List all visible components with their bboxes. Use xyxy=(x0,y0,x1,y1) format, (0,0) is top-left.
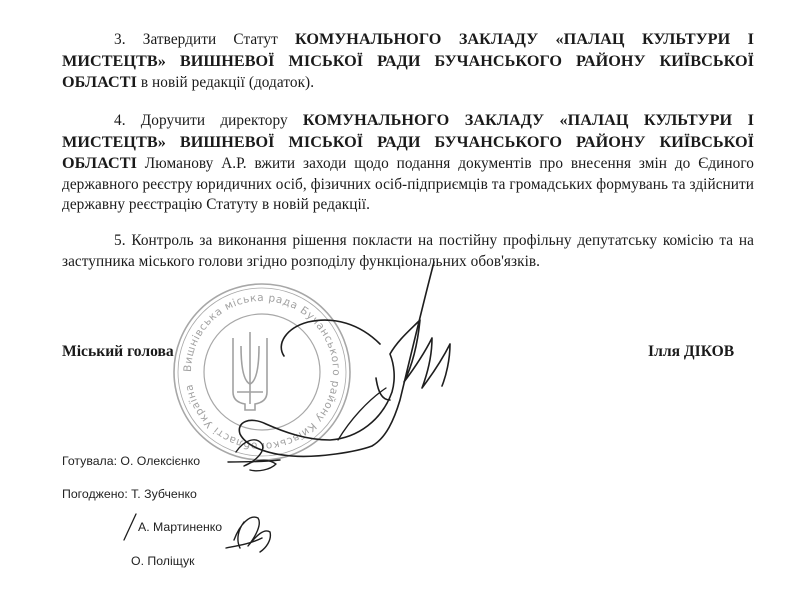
agreed-by: Погоджено: Т. Зубченко xyxy=(62,487,197,501)
paragraph-4-organization: КОМУНАЛЬНОГО ЗАКЛАДУ «ПАЛАЦ КУЛЬТУРИ І МИСТЕЦТВ» ВИШНЕВОЇ МІСЬКОЇ РАДИ БУЧАНСЬКОГО РАЙОНУ КИЇВСЬКОЇ ОБЛАСТІ xyxy=(62,111,754,172)
paragraph-5-text: 5. Контроль за виконання рішення покласти на постійну профільну депутатську комісію та на заступника міського голови згідно розподілу функціональних обов'язків. xyxy=(62,232,754,270)
paragraph-3-tail: в новій редакції (додаток). xyxy=(136,74,315,91)
agreed-signature xyxy=(226,517,270,552)
seal-ring-text: Вишнівська міська рада Бучанського району Київської області Україна xyxy=(181,291,343,453)
paragraph-4 xyxy=(62,110,754,216)
signature-name: Ілля ДІКОВ xyxy=(648,343,735,360)
agreed-dash xyxy=(124,514,136,540)
mayor-signature xyxy=(239,262,450,456)
agreed-by-2: А. Мартиненко xyxy=(138,520,223,534)
paragraph-3 xyxy=(62,29,754,94)
paragraph-5 xyxy=(62,231,754,272)
signature-title: Міський голова xyxy=(62,343,174,360)
prepared-by: Готувала: О. Олексієнко xyxy=(62,454,201,468)
agreed-by-3: О. Поліщук xyxy=(131,554,195,568)
paragraph-3-organization: КОМУНАЛЬНОГО ЗАКЛАДУ «ПАЛАЦ КУЛЬТУРИ І МИСТЕЦТВ» ВИШНЕВОЇ МІСЬКОЇ РАДИ БУЧАНСЬКОГО РАЙОНУ КИЇВСЬКОЇ ОБЛАСТІ xyxy=(62,30,755,91)
paragraph-4-tail: Люманову А.Р. вжити заходи щодо подання документів про внесення змін до Єдиного державного реєстру юридичних осіб, фізичних осіб-підприємців та громадських формувань та здійснити державну реєстрацію Статуту в новій редакції. xyxy=(62,155,754,213)
paragraph-4-lead: 4. Доручити директору xyxy=(114,112,303,129)
paragraph-3-lead: 3. Затвердити Статут xyxy=(114,31,296,48)
trident-emblem xyxy=(233,332,267,410)
prepared-signature xyxy=(228,440,280,471)
